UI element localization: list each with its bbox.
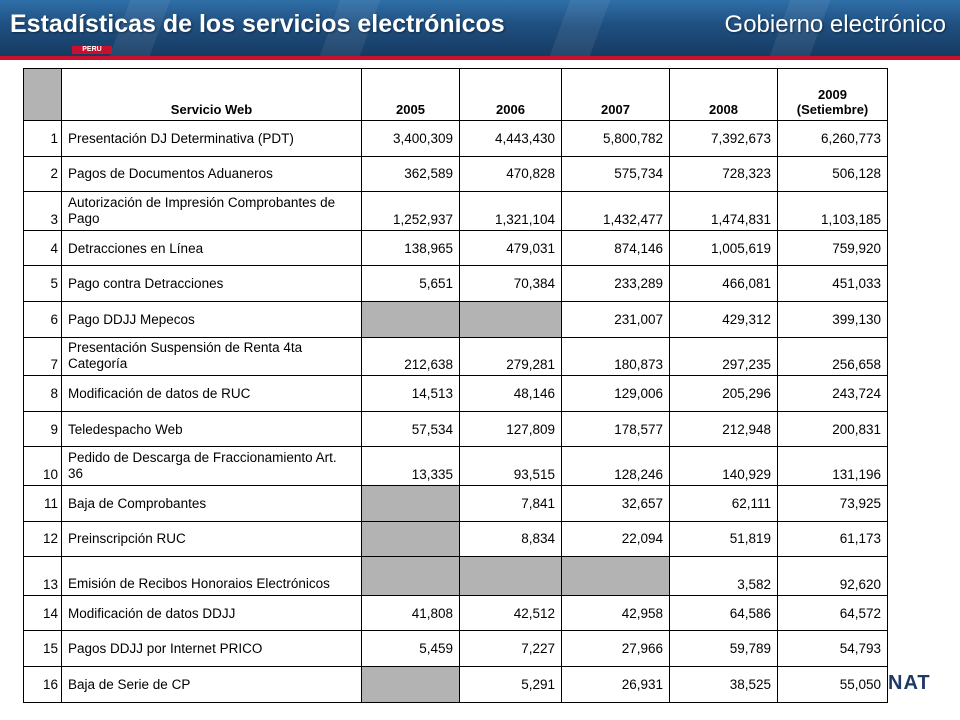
value-cell-2009: 92,620 <box>778 557 888 596</box>
row-number: 9 <box>24 411 62 447</box>
service-name: Teledespacho Web <box>62 411 362 447</box>
table-row <box>24 666 888 702</box>
service-name: Modificación de datos DDJJ <box>62 595 362 631</box>
value-cell-2009: 64,572 <box>778 595 888 631</box>
value-cell-2005: 14,513 <box>362 376 460 412</box>
column-header-2006: 2006 <box>460 69 562 121</box>
value-cell-2009: 399,130 <box>778 301 888 337</box>
value-cell-2005: 3,400,309 <box>362 121 460 157</box>
column-header-service: Servicio Web <box>62 69 362 121</box>
value-cell-2008: 429,312 <box>670 301 778 337</box>
value-cell-2005: 13,335 <box>362 447 460 486</box>
row-number: 8 <box>24 376 62 412</box>
empty-cell <box>362 557 460 596</box>
row-number: 16 <box>24 666 62 702</box>
header-divider <box>0 56 960 60</box>
value-cell-2008: 3,582 <box>670 557 778 596</box>
value-cell-2009: 54,793 <box>778 631 888 667</box>
row-number: 6 <box>24 301 62 337</box>
value-cell-2006: 1,321,104 <box>460 192 562 231</box>
value-cell-2007: 874,146 <box>562 230 670 266</box>
value-cell-2008: 1,474,831 <box>670 192 778 231</box>
row-number: 10 <box>24 447 62 486</box>
value-cell-2006: 4,443,430 <box>460 121 562 157</box>
table-row <box>24 485 888 521</box>
table-row <box>24 337 888 376</box>
value-cell-2006: 479,031 <box>460 230 562 266</box>
value-cell-2006: 279,281 <box>460 337 562 376</box>
value-cell-2008: 38,525 <box>670 666 778 702</box>
value-cell-2008: 212,948 <box>670 411 778 447</box>
empty-cell <box>460 301 562 337</box>
column-header-2007: 2007 <box>562 69 670 121</box>
value-cell-2006: 48,146 <box>460 376 562 412</box>
section-title: Gobierno electrónico <box>724 11 946 38</box>
services-stats-table <box>23 68 888 703</box>
table-row <box>24 521 888 557</box>
value-cell-2006: 42,512 <box>460 595 562 631</box>
value-cell-2007: 233,289 <box>562 266 670 302</box>
value-cell-2006: 7,227 <box>460 631 562 667</box>
value-cell-2007: 575,734 <box>562 156 670 192</box>
table-row <box>24 230 888 266</box>
value-cell-2008: 1,005,619 <box>670 230 778 266</box>
value-cell-2006: 70,384 <box>460 266 562 302</box>
value-cell-2008: 51,819 <box>670 521 778 557</box>
value-cell-2005: 5,459 <box>362 631 460 667</box>
table-row <box>24 266 888 302</box>
row-number: 13 <box>24 557 62 596</box>
value-cell-2007: 180,873 <box>562 337 670 376</box>
value-cell-2008: 466,081 <box>670 266 778 302</box>
value-cell-2007: 22,094 <box>562 521 670 557</box>
value-cell-2009: 61,173 <box>778 521 888 557</box>
value-cell-2009: 131,196 <box>778 447 888 486</box>
service-name: Modificación de datos de RUC <box>62 376 362 412</box>
logo-wordmark: NAT <box>888 672 931 694</box>
logo-badge: PERU <box>72 46 112 54</box>
column-header-2005: 2005 <box>362 69 460 121</box>
service-name: Autorización de Impresión Comprobantes de Pago <box>62 192 362 231</box>
value-cell-2007: 231,007 <box>562 301 670 337</box>
value-cell-2006: 5,291 <box>460 666 562 702</box>
empty-cell <box>460 557 562 596</box>
service-name: Detracciones en Línea <box>62 230 362 266</box>
service-name: Pagos DDJJ por Internet PRICO <box>62 631 362 667</box>
value-cell-2009: 1,103,185 <box>778 192 888 231</box>
row-number: 4 <box>24 230 62 266</box>
service-name: Pago DDJJ Mepecos <box>62 301 362 337</box>
value-cell-2007: 178,577 <box>562 411 670 447</box>
value-cell-2009: 256,658 <box>778 337 888 376</box>
value-cell-2008: 205,296 <box>670 376 778 412</box>
table-row <box>24 631 888 667</box>
value-cell-2007: 42,958 <box>562 595 670 631</box>
row-number: 2 <box>24 156 62 192</box>
value-cell-2007: 27,966 <box>562 631 670 667</box>
service-name: Presentación DJ Determinativa (PDT) <box>62 121 362 157</box>
value-cell-2009: 451,033 <box>778 266 888 302</box>
empty-cell <box>362 485 460 521</box>
service-name: Pedido de Descarga de Fraccionamiento Art. 36 <box>62 447 362 486</box>
header-decoration <box>550 0 610 56</box>
value-cell-2008: 59,789 <box>670 631 778 667</box>
table-row <box>24 376 888 412</box>
header-banner <box>0 0 960 56</box>
value-cell-2005: 41,808 <box>362 595 460 631</box>
service-name: Presentación Suspensión de Renta 4ta Categoría <box>62 337 362 376</box>
row-number: 12 <box>24 521 62 557</box>
service-name: Emisión de Recibos Honoraios Electrónicos <box>62 557 362 596</box>
row-number: 15 <box>24 631 62 667</box>
value-cell-2008: 140,929 <box>670 447 778 486</box>
row-number: 11 <box>24 485 62 521</box>
value-cell-2007: 129,006 <box>562 376 670 412</box>
row-number: 7 <box>24 337 62 376</box>
value-cell-2007: 26,931 <box>562 666 670 702</box>
value-cell-2009: 759,920 <box>778 230 888 266</box>
table-row <box>24 301 888 337</box>
value-cell-2005: 1,252,937 <box>362 192 460 231</box>
value-cell-2008: 64,586 <box>670 595 778 631</box>
value-cell-2005: 212,638 <box>362 337 460 376</box>
table-header-row <box>24 69 888 121</box>
table-row <box>24 447 888 486</box>
row-number: 3 <box>24 192 62 231</box>
table-body <box>24 121 888 703</box>
value-cell-2005: 362,589 <box>362 156 460 192</box>
value-cell-2006: 470,828 <box>460 156 562 192</box>
row-number: 5 <box>24 266 62 302</box>
value-cell-2009: 73,925 <box>778 485 888 521</box>
value-cell-2007: 5,800,782 <box>562 121 670 157</box>
value-cell-2006: 127,809 <box>460 411 562 447</box>
table-row <box>24 121 888 157</box>
service-name: Pagos de Documentos Aduaneros <box>62 156 362 192</box>
empty-cell <box>362 666 460 702</box>
value-cell-2005: 138,965 <box>362 230 460 266</box>
table-row <box>24 192 888 231</box>
page-title: Estadísticas de los servicios electrónicos <box>10 10 505 38</box>
table-row <box>24 595 888 631</box>
column-header-index <box>24 69 62 121</box>
value-cell-2007: 32,657 <box>562 485 670 521</box>
value-cell-2006: 7,841 <box>460 485 562 521</box>
service-name: Pago contra Detracciones <box>62 266 362 302</box>
row-number: 14 <box>24 595 62 631</box>
column-header-2008: 2008 <box>670 69 778 121</box>
table-row <box>24 557 888 596</box>
value-cell-2009: 200,831 <box>778 411 888 447</box>
empty-cell <box>362 301 460 337</box>
value-cell-2009: 6,260,773 <box>778 121 888 157</box>
row-number: 1 <box>24 121 62 157</box>
value-cell-2007: 1,432,477 <box>562 192 670 231</box>
value-cell-2007: 128,246 <box>562 447 670 486</box>
value-cell-2009: 243,724 <box>778 376 888 412</box>
value-cell-2005: 5,651 <box>362 266 460 302</box>
empty-cell <box>362 521 460 557</box>
column-header-2009: 2009 (Setiembre) <box>778 69 888 121</box>
table-row <box>24 156 888 192</box>
value-cell-2009: 506,128 <box>778 156 888 192</box>
value-cell-2005: 57,534 <box>362 411 460 447</box>
value-cell-2008: 7,392,673 <box>670 121 778 157</box>
value-cell-2006: 8,834 <box>460 521 562 557</box>
value-cell-2008: 297,235 <box>670 337 778 376</box>
empty-cell <box>562 557 670 596</box>
table-row <box>24 411 888 447</box>
value-cell-2009: 55,050 <box>778 666 888 702</box>
service-name: Preinscripción RUC <box>62 521 362 557</box>
value-cell-2008: 728,323 <box>670 156 778 192</box>
service-name: Baja de Comprobantes <box>62 485 362 521</box>
service-name: Baja de Serie de CP <box>62 666 362 702</box>
value-cell-2008: 62,111 <box>670 485 778 521</box>
value-cell-2006: 93,515 <box>460 447 562 486</box>
